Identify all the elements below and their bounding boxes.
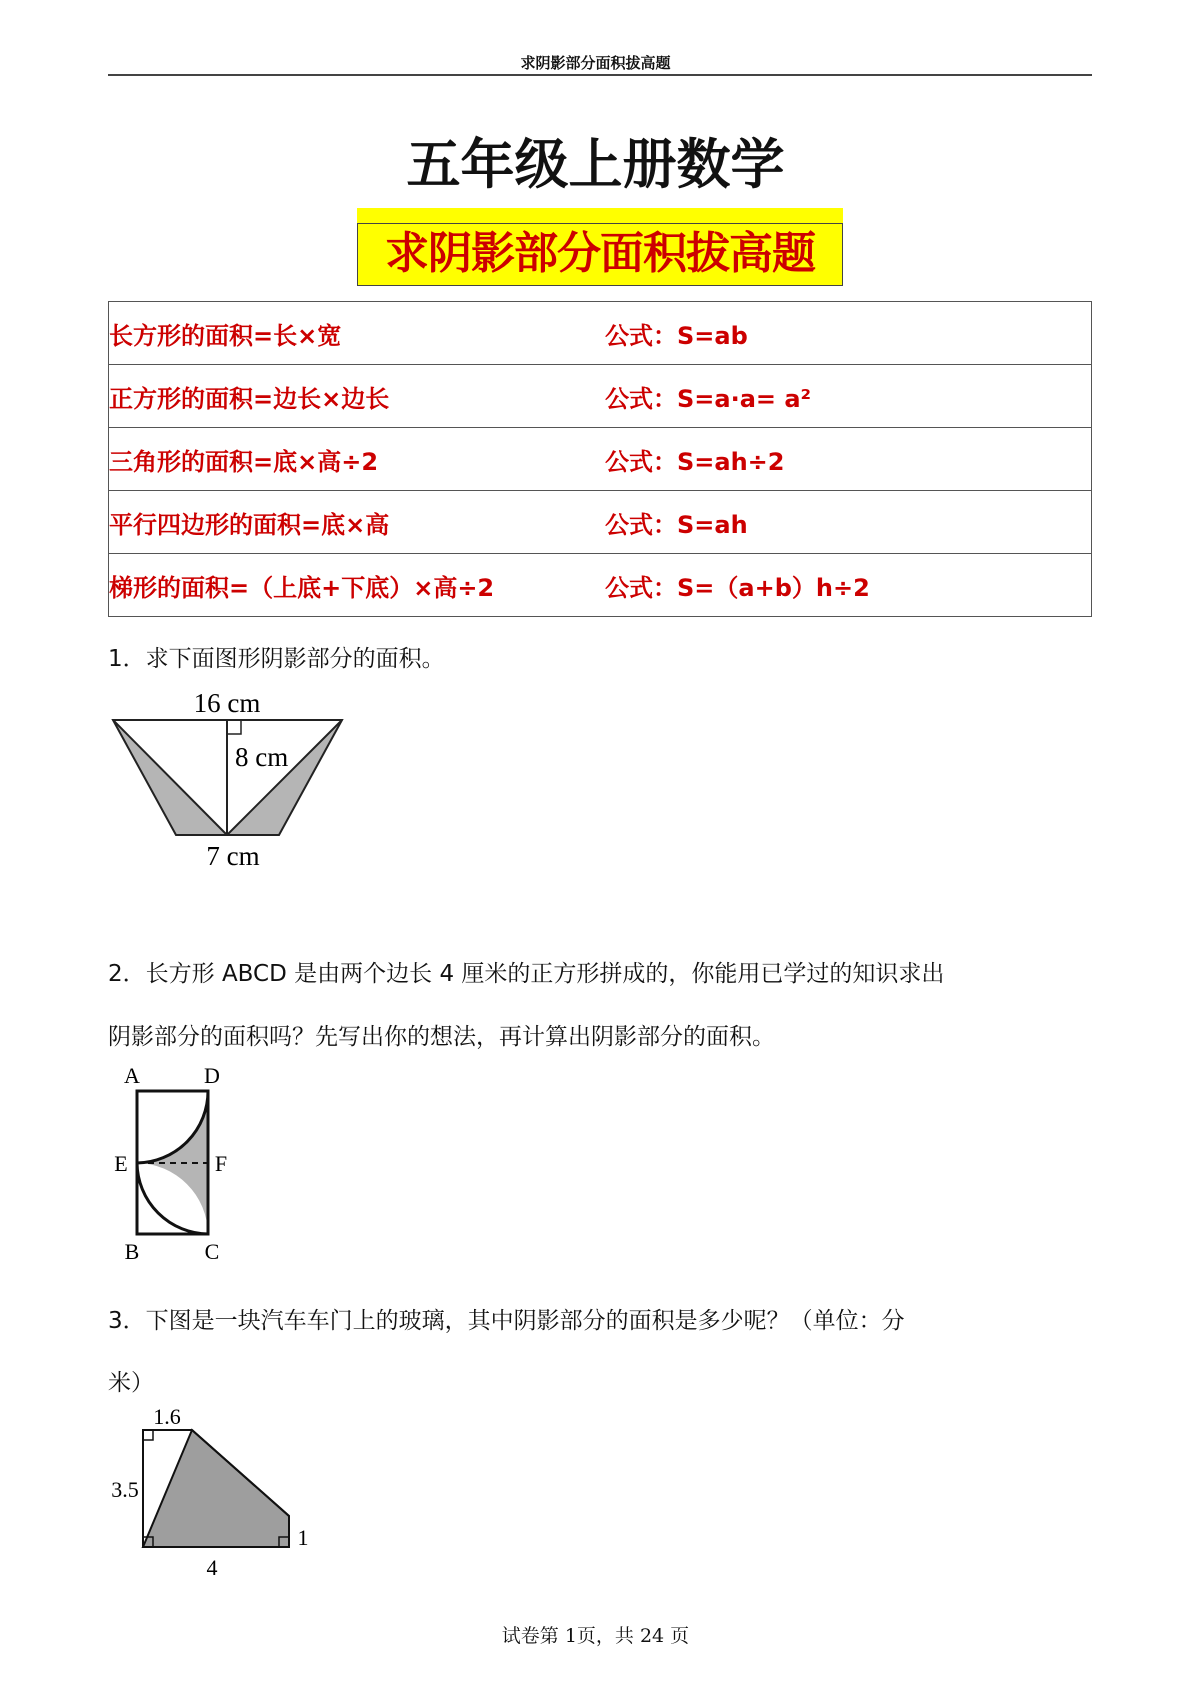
formula-expression: 公式：S=ab <box>605 302 1092 365</box>
label-left: 3.5 <box>111 1477 139 1502</box>
label-F: F <box>214 1151 228 1176</box>
right-angle-mark <box>227 720 241 734</box>
question-2-line-2: 阴影部分的面积吗？先写出你的想法，再计算出阴影部分的面积。 <box>108 1024 775 1050</box>
label-height: 8 cm <box>235 742 289 772</box>
label-E: E <box>114 1151 128 1176</box>
label-bottom: 7 cm <box>206 841 260 871</box>
label-D: D <box>204 1063 220 1088</box>
question-1-text: 1．求下面图形阴影部分的面积。 <box>108 646 445 672</box>
formula-name: 平行四边形的面积=底×高 <box>109 491 606 554</box>
figure-1-trapezoid <box>113 688 342 871</box>
figure-3-glass <box>111 1404 308 1580</box>
formula-name: 梯形的面积=（上底+下底）×高÷2 <box>109 554 606 617</box>
shaded-region <box>143 1430 289 1547</box>
label-C: C <box>204 1239 220 1264</box>
formula-expression: 公式：S=ah <box>605 491 1092 554</box>
formula-name: 正方形的面积=边长×边长 <box>109 365 606 428</box>
label-A: A <box>124 1063 140 1088</box>
label-B: B <box>124 1239 140 1264</box>
subtitle-text: 求阴影部分面积拔高题 <box>357 223 843 286</box>
formula-expression: 公式：S=（a+b）h÷2 <box>605 554 1092 617</box>
label-right: 1 <box>297 1525 309 1550</box>
formula-expression: 公式：S=a·a= a² <box>605 365 1092 428</box>
formula-name: 长方形的面积=长×宽 <box>109 302 606 365</box>
page-title: 五年级上册数学 <box>406 133 785 196</box>
running-header: 求阴影部分面积拔高题 <box>520 54 671 72</box>
formula-name: 三角形的面积=底×高÷2 <box>109 428 606 491</box>
question-3-line-2: 米） <box>108 1370 154 1396</box>
formula-expression: 公式：S=ah÷2 <box>605 428 1092 491</box>
label-top: 1.6 <box>153 1404 181 1429</box>
question-2-line-1: 2．长方形 ABCD 是由两个边长 4 厘米的正方形拼成的，你能用已学过的知识求出 <box>108 961 945 987</box>
figure-2-rectangle <box>114 1063 227 1264</box>
label-top: 16 cm <box>193 688 261 718</box>
question-3-line-1: 3．下图是一块汽车车门上的玻璃，其中阴影部分的面积是多少呢？（单位：分 <box>108 1308 905 1334</box>
label-bottom: 4 <box>206 1555 218 1580</box>
page-footer: 试卷第 1页，共 24 页 <box>501 1625 690 1647</box>
